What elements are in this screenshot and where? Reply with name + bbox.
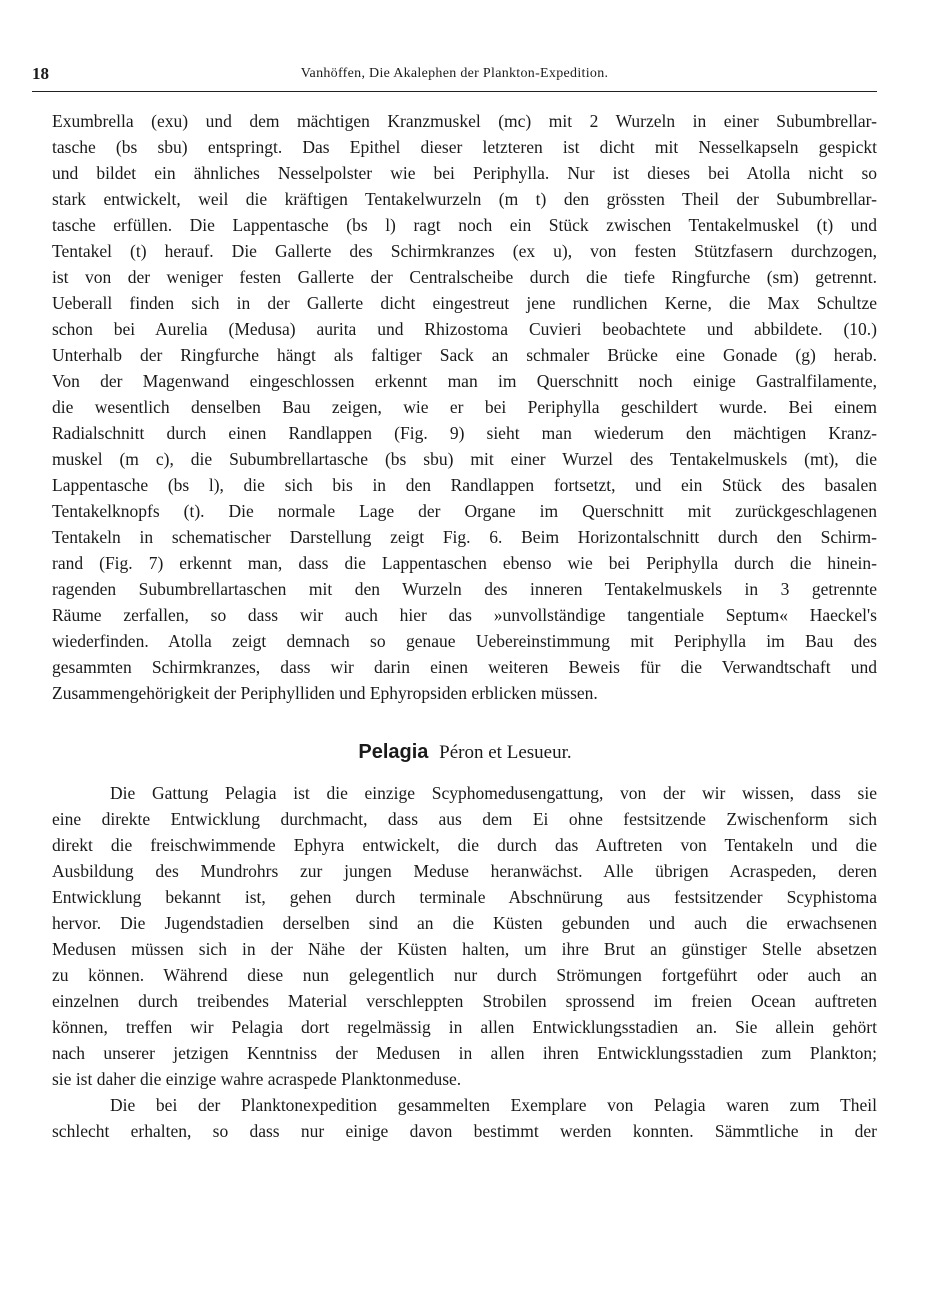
text-line: schon bei Aurelia (Medusa) aurita und Rhizostoma Cuvieri beobachtete und abbildete. (10.) xyxy=(52,319,877,339)
page-header xyxy=(32,64,877,92)
text-line: Die Gattung Pelagia ist die einzige Scyphomedusengattung, von der wir wissen, dass sie xyxy=(110,783,877,803)
text-line: und bildet ein ähnliches Nesselpolster wie bei Periphylla. Nur ist dieses bei Atolla nicht so xyxy=(52,163,877,183)
text-line: Räume zerfallen, so dass wir auch hier das »unvollständige tangentiale Septum« Haeckel's xyxy=(52,605,877,625)
text-line: muskel (m c), die Subumbrellartasche (bs sbu) mit einer Wurzel des Tentakelmuskels (mt), die xyxy=(52,449,877,469)
section-authors: Péron et Lesueur. xyxy=(439,742,572,763)
text-line: stark entwickelt, weil die kräftigen Tentakelwurzeln (m t) den grössten Theil der Subumbrellar- xyxy=(52,189,877,209)
text-line: hervor. Die Jugendstadien derselben sind an die Küsten gebunden und auch die erwachsenen xyxy=(52,913,877,933)
text-line: tasche (bs sbu) entspringt. Das Epithel dieser letzteren ist dicht mit Nesselkapseln gespickt xyxy=(52,137,877,157)
section-title: Pelagia xyxy=(358,741,429,763)
text-line: einzelnen durch treibendes Material verschleppten Strobilen sprossend im freien Ocean auftreten xyxy=(52,991,877,1011)
text-line: wiederfinden. Atolla zeigt demnach so genaue Uebereinstimmung mit Periphylla im Bau des xyxy=(52,631,877,651)
text-line: können, treffen wir Pelagia dort regelmässig in allen Entwicklungsstadien an. Sie allein gehört xyxy=(52,1017,877,1037)
text-line: sie ist daher die einzige wahre acraspede Planktonmeduse. xyxy=(52,1069,462,1089)
text-line: Ueberall finden sich in der Gallerte dicht eingestreut jene rundlichen Kerne, die Max Schultze xyxy=(52,293,877,313)
text-line: Die bei der Planktonexpedition gesammelten Exemplare von Pelagia waren zum Theil xyxy=(110,1095,877,1115)
text-line: ist von der weniger festen Gallerte der Centralscheibe durch die tiefe Ringfurche (sm) getrennt. xyxy=(52,267,877,287)
text-line: Lappentasche (bs l), die sich bis in den Randlappen fortsetzt, und ein Stück des basalen xyxy=(52,475,877,495)
text-line: Medusen müssen sich in der Nähe der Küsten halten, um ihre Brut an günstiger Stelle absetzen xyxy=(52,939,877,959)
text-line: Radialschnitt durch einen Randlappen (Fig. 9) sieht man wiederum den mächtigen Kranz- xyxy=(52,423,877,443)
running-title: Vanhöffen, Die Akalephen der Plankton-Expedition. xyxy=(300,66,609,81)
page-number: 18 xyxy=(32,64,49,83)
text-line: ragenden Subumbrellartaschen mit den Wurzeln des inneren Tentakelmuskels in 3 getrennte xyxy=(52,579,877,599)
text-line: Unterhalb der Ringfurche hängt als faltiger Sack an schmaler Brücke eine Gonade (g) herab. xyxy=(52,345,877,365)
text-line: Von der Magenwand eingeschlossen erkennt man im Querschnitt noch einige Gastralfilamente, xyxy=(52,371,877,391)
text-line: Zusammengehörigkeit der Periphylliden und Ephyropsiden erblicken müssen. xyxy=(52,683,598,703)
text-line: Exumbrella (exu) und dem mächtigen Kranzmuskel (mc) mit 2 Wurzeln in einer Subumbrellar- xyxy=(52,111,877,131)
section-heading xyxy=(0,737,930,767)
text-line: Entwicklung bekannt ist, gehen durch terminale Abschnürung aus festsitzender Scyphistoma xyxy=(52,887,877,907)
paragraph-pelagia-specimens xyxy=(52,1092,877,1144)
paragraph-atolla-anatomy xyxy=(52,108,877,706)
text-line: Tentakelknopfs (t). Die normale Lage der Organe im Querschnitt mit zurückgeschlagenen xyxy=(52,501,877,521)
text-line: gesammten Schirmkranzes, dass wir darin einen weiteren Beweis für die Verwandtschaft und xyxy=(52,657,877,677)
text-line: Ausbildung des Mundrohrs zur jungen Meduse heranwächst. Alle übrigen Acraspeden, deren xyxy=(52,861,877,881)
text-line: nach unserer jetzigen Kenntniss der Medusen in allen ihren Entwicklungsstadien zum Plankton; xyxy=(52,1043,877,1063)
header-rule xyxy=(32,91,877,92)
text-line: Tentakeln in schematischer Darstellung zeigt Fig. 6. Beim Horizontalschnitt durch den Schirm- xyxy=(52,527,877,547)
paragraph-pelagia-development xyxy=(52,780,877,1092)
text-line: zu können. Während diese nun gelegentlich nur durch Strömungen fortgeführt oder auch an xyxy=(52,965,877,985)
text-line: direkt die freischwimmende Ephyra entwickelt, die durch das Auftreten von Tentakeln und die xyxy=(52,835,877,855)
text-line: rand (Fig. 7) erkennt man, dass die Lappentaschen ebenso wie bei Periphylla durch die hinein- xyxy=(52,553,877,573)
text-line: die wesentlich denselben Bau zeigen, wie er bei Periphylla geschildert wurde. Bei einem xyxy=(52,397,877,417)
text-line: eine direkte Entwicklung durchmacht, dass aus dem Ei ohne festsitzende Zwischenform sich xyxy=(52,809,877,829)
text-line: tasche erfüllen. Die Lappentasche (bs l) ragt noch ein Stück zwischen Tentakelmuskel (t) und xyxy=(52,215,877,235)
text-line: schlecht erhalten, so dass nur einige davon bestimmt werden konnten. Sämmtliche in der xyxy=(52,1121,877,1141)
text-line: Tentakel (t) herauf. Die Gallerte des Schirmkranzes (ex u), von festen Stützfasern durchzogen, xyxy=(52,241,877,261)
